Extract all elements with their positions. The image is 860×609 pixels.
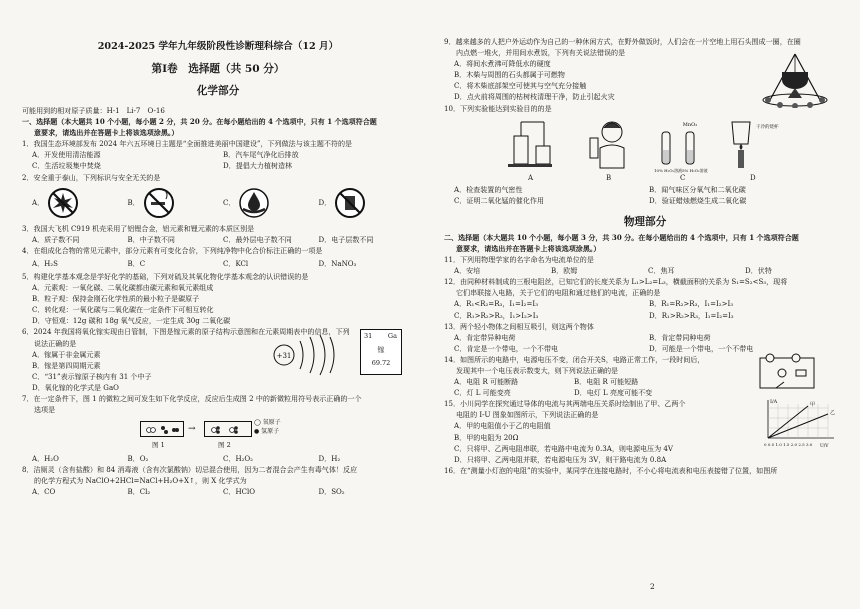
q11-option-c: C．焦耳 <box>648 266 675 276</box>
q8-option-d: D．SO₂ <box>318 487 345 497</box>
water-saving-sign-icon <box>238 187 270 219</box>
q12-options-row1 <box>444 298 846 309</box>
iu-axis-y: I/A <box>770 399 778 406</box>
figure1-particles <box>141 423 183 437</box>
q2-option-c <box>223 187 319 219</box>
right-page <box>430 0 860 609</box>
q6-option-a: A．镓属于非金属元素 <box>32 349 101 359</box>
q15-block <box>444 398 846 465</box>
q7-figure <box>22 415 414 453</box>
q14-block <box>444 354 846 398</box>
q4-option-d: D．NaNO₃ <box>318 258 357 268</box>
q2-option-d <box>319 187 415 219</box>
q2-option-b <box>128 187 224 219</box>
yi-label: 乙 <box>830 410 836 417</box>
q2-option-d-label: D． <box>318 197 332 207</box>
q4-options <box>22 256 414 271</box>
h2o2-10-label: 10% H₂O₂溶液 <box>654 167 683 173</box>
q1-option-c: C．生活垃圾集中焚烧 <box>32 161 101 171</box>
reaction-arrow-icon: → <box>188 424 196 435</box>
q1-stem: 1．我国生态环境部发布 2024 年六五环境日主题是“全面推进美丽中国建设”，下列做法与该主题不符的是 <box>22 139 353 149</box>
q15-stem-cont: 电阻的 I-U 图象如图所示，下列说法正确的是 <box>456 410 599 420</box>
q10-label-d: D <box>750 173 756 182</box>
figure1-caption: 图 1 <box>152 441 165 450</box>
chemistry-section-title: 化学部分 <box>196 85 240 97</box>
q10-label-a: A <box>528 173 534 182</box>
no-fireworks-sign-icon <box>334 187 366 219</box>
section2-instructions: 二、选择题（本大题共 10 个小题，每小题 3 分，共 30 分。在每小题给出的 4 个选项中，只有 1 个选项符合题 <box>444 232 799 242</box>
q8-option-a: A．CO <box>32 487 56 497</box>
exam-title: 2024-2025 学年九年级阶段性诊断理科综合（12 月） <box>97 41 339 52</box>
q7-options <box>22 453 414 464</box>
q6-option-b: B．镓是第四周期元素 <box>32 360 101 370</box>
q10-label-c: C <box>680 173 686 182</box>
q4-stem: 4．在组成化合物的常见元素中，部分元素有可变化合价，下列纯净物中化合价标注正确的一项是 <box>22 245 323 255</box>
element-name: 镓 <box>377 345 385 354</box>
q8-stem-cont: 的化学方程式为 NaClO+2HCl=NaCl+H₂O+X↑，则 X 化学式为 <box>34 476 247 486</box>
q4-option-a: A．H₂S <box>32 258 58 268</box>
q14-option-a: A．电阻 R 可能断路 <box>454 377 519 387</box>
q4-option-b: B．C <box>127 258 146 268</box>
q9-option-d: D．点火前将周围的枯树枝清理干净，防止引起火灾 <box>454 92 615 102</box>
q2-options <box>22 183 414 223</box>
q1-options-row1 <box>22 149 414 160</box>
circuit-diagram <box>756 352 820 394</box>
q11-option-d: D．伏特 <box>745 266 772 276</box>
q7-stem-cont: 选项是 <box>34 405 56 415</box>
q15-option-a: A．甲的电阻值小于乙的电阻值 <box>454 421 551 431</box>
figure2-particles <box>205 423 251 437</box>
q9-block <box>444 58 846 102</box>
q7-option-d: D．H₂ <box>318 454 341 464</box>
figure-legend <box>254 418 281 436</box>
figure2-box <box>204 421 252 437</box>
legend-oxygen: ◯ 氧原子 <box>254 419 281 427</box>
q3-options <box>22 234 414 245</box>
no-smoking-sign-icon <box>143 187 175 219</box>
q7-option-c: C．H₂O₂ <box>223 454 254 464</box>
q12-stem-cont: 它们串联接入电路，关于它们的电阻和通过他们的电流，正确的是 <box>456 288 661 298</box>
q1-option-a: A．开发使用清洁能源 <box>32 150 101 160</box>
q12-stem: 12．由同种材料制成的三根电阻丝，已知它们的长度关系为 L₁>L₂=L₃，横截面积的关系为 S₁=S₂<S₃，现将 <box>444 277 788 287</box>
q13-options-row1 <box>444 332 846 343</box>
q10-option-c: C．证明二氧化锰的催化作用 <box>454 195 544 205</box>
q13-option-d: D．可能是一个带电，一个不带电 <box>649 343 754 353</box>
page-number: 2 <box>650 582 655 591</box>
q9-option-a: A．将间水煮沸可降低水的硬度 <box>454 59 551 69</box>
q9-stem-cont: 内点燃一堆火，并用间水煮饭，下列有关说法错误的是 <box>456 48 626 58</box>
q5-option-d: D．守恒观：12g 碳和 18g 氧气反应，一定生成 30g 二氧化碳 <box>32 316 231 326</box>
q14-stem-cont: 发现其中一个电压表示数变大，则下列说法正确的是 <box>456 365 619 375</box>
q1-options-row2 <box>22 160 414 171</box>
gallium-periodic-cell <box>360 329 402 375</box>
q2-option-c-label: C． <box>223 197 236 207</box>
mno2-label: MnO₂ <box>682 121 698 128</box>
q10-options-row1 <box>444 184 846 195</box>
gallium-atom-structure-diagram <box>270 331 346 379</box>
figure1-box <box>140 421 184 437</box>
iu-ticks: 0 0.5 1.0 1.5 2.0 2.5 3.0 <box>764 442 813 448</box>
q2-stem: 2．安全重于泰山，下列标识与安全无关的是 <box>22 172 161 182</box>
q7-stem: 7．在一定条件下，图 1 的微粒之间可发生如下化学反应，反应后生成图 2 中的新微粒用符号表示正确的一个 <box>22 393 362 403</box>
q3-option-b: B．中子数不同 <box>127 234 175 244</box>
q9-stem: 9．越来越多的人把户外运动作为自己的一种休闲方式，在野外做饭时，人们会在一片空地上用石头围成一圈，在圈 <box>444 37 801 46</box>
q11-option-b: B．欧姆 <box>551 266 578 276</box>
q6-stem: 6．2024 年我国将氧化镓实现由日管制，下图是镓元素的原子结构示意图和在元素周期表中的信息，下列 <box>22 327 350 337</box>
q10-label-b: B <box>606 173 612 182</box>
q5-option-b: B．粒子观：保持金刚石化学性质的最小粒子是碳原子 <box>32 294 200 304</box>
q14-stem: 14．如图所示的电路中，电源电压不变，闭合开关S，电路正常工作，一段时间后， <box>444 354 705 364</box>
legend-hydrogen: ● 氢原子 <box>254 428 280 436</box>
q13-stem: 13．两个轻小物体之间相互吸引，则这两个物体 <box>444 321 594 331</box>
volume-title: 第Ⅰ卷 选择题（共 50 分） <box>151 63 285 75</box>
legend-oxygen-label: 氧原子 <box>262 419 281 427</box>
q1-option-b: B．汽车尾气净化后排放 <box>223 150 299 160</box>
q16-stem: 16．在“测量小灯泡的电阻”的实验中，某同学在连接电路时，不小心将电流表和电压表接错了位置，如图所 <box>444 465 778 475</box>
q3-option-c: C．最外层电子数不同 <box>223 234 292 244</box>
q3-option-a: A．质子数不同 <box>32 234 80 244</box>
campfire-cooking-illustration <box>750 50 840 108</box>
airtightness-apparatus-diagram <box>508 116 552 172</box>
q11-option-a: A．安培 <box>454 266 481 276</box>
q13-option-b: B．肯定带同种电荷 <box>649 332 711 342</box>
cup-label: 干冷的烧杯 <box>756 124 779 130</box>
q8-option-c: C．HClO <box>223 487 256 497</box>
q7-option-b: B．O₂ <box>127 454 149 464</box>
q2-option-a <box>32 187 128 219</box>
q12-options-row2 <box>444 310 846 321</box>
iu-graph <box>760 396 838 448</box>
section2-instructions-cont: 意要求，请选出并在答题卡上将该选项涂黑。） <box>456 243 601 253</box>
q7-option-a: A．H₂O <box>32 454 59 464</box>
q10-figures <box>444 114 846 184</box>
figure2-caption: 图 2 <box>218 441 231 450</box>
q4-option-c: C．KCl <box>223 258 249 268</box>
q10-option-a: A．检查装置的气密性 <box>454 184 523 194</box>
q2-option-b-label: B． <box>127 197 140 207</box>
q2-option-a-label: A． <box>32 197 45 207</box>
q6-option-c: C．“31”表示镓原子核内有 31 个中子 <box>32 371 152 381</box>
q3-option-d: D．电子层数不同 <box>318 234 374 244</box>
q9-option-b: B．木柴与周围的石头都属于可燃物 <box>454 70 565 80</box>
q8-option-b: B．Cl₂ <box>127 487 151 497</box>
element-symbol: Ga <box>387 331 397 340</box>
atomic-number: 31 <box>364 331 373 340</box>
iu-axis-x: U/V <box>820 444 829 449</box>
q12-option-a: A．R₁<R₂=R₃，I₁=I₂=I₃ <box>454 299 539 309</box>
q15-stem: 15．小川同学在探究通过导体的电流与其两端电压关系时绘制出了甲、乙两个 <box>444 399 686 409</box>
q10-stem: 10．下列实验能达到实验目的的是 <box>444 103 552 113</box>
candle-beaker-diagram <box>724 116 784 172</box>
q3-stem: 3．我国大飞机 C919 机壳采用了铝锂合金，铝元素和锂元素的本质区别是 <box>22 223 255 233</box>
q5-option-c: C．转化观：一氧化碳与二氧化碳在一定条件下可相互转化 <box>32 305 214 315</box>
section1-instructions-cont: 意要求，请选出并在答题卡上将该选项涂黑。） <box>34 128 179 138</box>
q10-options-row2 <box>444 195 846 206</box>
q5-option-a: A．元素观：一氧化碳、二氧化碳都由碳元素和氧元素组成 <box>32 283 214 293</box>
q8-options <box>22 486 414 497</box>
smell-gas-person-illustration <box>586 118 630 172</box>
q12-option-b: B．R₁=R₂>R₃，I₁=I₂>I₃ <box>649 299 734 309</box>
explosive-sign-icon <box>47 187 79 219</box>
jia-label: 甲 <box>810 402 816 409</box>
h2o2-5-label: 5% H₂O₂溶液 <box>682 167 708 173</box>
q6-option-d: D．氧化镓的化学式是 GaO <box>32 382 119 392</box>
q13-option-c: C．肯定是一个带电，一个不带电 <box>454 343 559 353</box>
q8-stem: 8．洁厕灵（含有盐酸）和 84 消毒液（含有次氯酸钠）切忌混合使用，因为二者混合会产生有毒气体！反应 <box>22 465 358 475</box>
q15-option-d: D．只将甲、乙两电阻并联，若电源电压为 3V，则干路电流为 0.8A <box>454 454 667 464</box>
legend-hydrogen-label: 氢原子 <box>261 428 280 436</box>
nucleus-charge: +31 <box>276 351 292 360</box>
q6-stem-cont: 说法正确的是 <box>34 338 77 348</box>
q10-option-d: D．验证蜡烛燃烧生成二氧化碳 <box>649 195 747 205</box>
q11-options <box>444 265 846 276</box>
physics-section-title: 物理部分 <box>623 215 667 228</box>
q15-option-c: C．只将甲、乙两电阻串联，若电路中电流为 0.3A，则电源电压为 4V <box>454 443 673 453</box>
q10-option-b: B．闻气味区分氧气和二氧化碳 <box>649 184 746 194</box>
atomic-masses: 可能用到的相对原子质量：H-1 Li-7 O-16 <box>22 106 165 115</box>
atomic-mass: 69.72 <box>371 358 391 367</box>
q13-option-a: A．肯定带异种电荷 <box>454 332 516 342</box>
q15-option-b: B．甲的电阻为 20Ω <box>454 432 519 442</box>
q14-option-d: D．电灯 L 亮度可能不变 <box>574 388 653 398</box>
q9-option-c: C．将木柴底部架空可使其与空气充分接触 <box>454 81 587 91</box>
q14-option-c: C．灯 L 可能变亮 <box>454 388 511 398</box>
q11-stem: 11．下列用物理学家的名字命名为电流单位的是 <box>444 255 594 265</box>
q14-option-b: B．电阻 R 可能短路 <box>574 377 639 387</box>
q5-stem: 5．构建化学基本观念是学好化学的基础，下列对硫及其氧化物化学基本观念的认识错误的是 <box>22 271 309 281</box>
q1-option-d: D．提倡大力植树造林 <box>223 161 293 171</box>
catalyst-test-tubes-diagram <box>654 118 710 174</box>
q12-option-c: C．R₁>R₂>R₃，I₁>I₂>I₃ <box>454 310 539 320</box>
section1-instructions: 一、选择题（本大题共 10 个小题，每小题 2 分，共 20 分。在每小题给出的 4 个选项中，只有 1 个选项符合题 <box>22 117 377 127</box>
q12-option-d: D．R₁>R₂>R₃，I₁=I₂=I₃ <box>649 310 734 320</box>
